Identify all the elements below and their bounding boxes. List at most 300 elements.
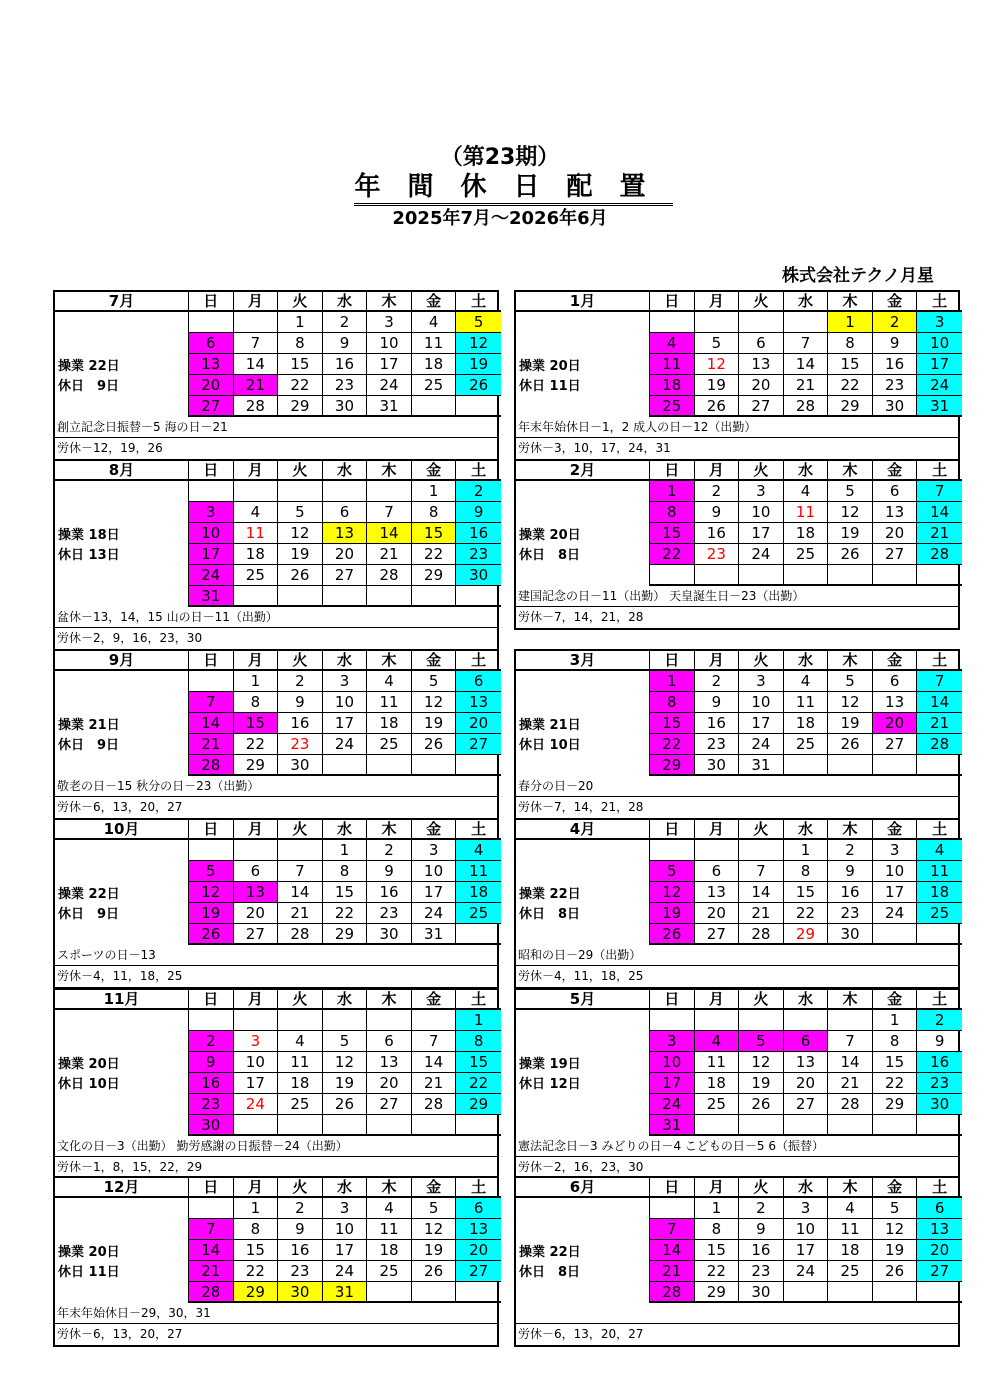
weekday-header: 日 [189, 651, 234, 671]
day-cell: 21 [367, 544, 412, 565]
weekday-header: 日 [650, 461, 695, 481]
day-cell [739, 312, 784, 333]
day-cell [367, 1282, 412, 1303]
day-cell: 9 [828, 861, 873, 882]
day-cell: 23 [189, 1094, 234, 1115]
day-cell: 8 [828, 333, 873, 354]
day-cell: 13 [323, 523, 368, 544]
day-cell: 6 [784, 1031, 829, 1052]
day-cell [412, 396, 457, 417]
day-cell: 15 [650, 523, 695, 544]
day-cell: 2 [323, 312, 368, 333]
day-cell: 31 [917, 396, 962, 417]
day-cell: 10 [739, 692, 784, 713]
day-cell: 1 [695, 1198, 740, 1219]
day-cell [412, 586, 457, 607]
day-cell: 17 [784, 1240, 829, 1261]
day-cell: 25 [784, 734, 829, 755]
month-summary [516, 1198, 650, 1303]
day-cell: 15 [323, 882, 368, 903]
day-cell: 18 [412, 354, 457, 375]
day-cell [650, 312, 695, 333]
holidays-count: 休日 11日 [519, 379, 581, 394]
day-cell: 26 [323, 1094, 368, 1115]
day-cell: 27 [234, 924, 279, 945]
day-cell [917, 1115, 962, 1136]
day-cell: 5 [412, 1198, 457, 1219]
day-cell: 9 [873, 333, 918, 354]
day-cell [917, 924, 962, 945]
day-cell: 19 [412, 1240, 457, 1261]
month-calendar [53, 988, 499, 1180]
day-cell: 1 [412, 481, 457, 502]
day-cell [456, 586, 501, 607]
weekday-header: 土 [456, 990, 501, 1010]
day-cell: 20 [873, 713, 918, 734]
day-cell: 18 [367, 713, 412, 734]
weekday-header: 土 [917, 651, 962, 671]
labor-holiday-note: 労休－6，13，20，27 [57, 800, 183, 814]
day-cell: 13 [873, 692, 918, 713]
day-cell: 23 [873, 375, 918, 396]
day-cell: 3 [873, 840, 918, 861]
day-cell: 10 [323, 692, 368, 713]
weekday-header: 火 [739, 292, 784, 312]
weekday-header: 月 [234, 292, 279, 312]
day-cell: 11 [784, 502, 829, 523]
day-cell: 7 [367, 502, 412, 523]
weekday-header: 土 [917, 820, 962, 840]
weekday-header: 日 [189, 990, 234, 1010]
workdays-count: 操業 22日 [58, 887, 120, 902]
holiday-note: 盆休－13，14，15 山の日－11（出勤） [55, 607, 497, 628]
weekday-header: 木 [828, 1178, 873, 1198]
day-cell: 7 [189, 692, 234, 713]
weekday-header: 日 [189, 1178, 234, 1198]
day-cell: 7 [650, 1219, 695, 1240]
day-cell: 4 [650, 333, 695, 354]
day-cell: 22 [828, 375, 873, 396]
holiday-note: スポーツの日－13 [55, 945, 497, 966]
day-cell: 20 [739, 375, 784, 396]
day-cell [695, 840, 740, 861]
day-cell: 18 [784, 713, 829, 734]
day-cell [695, 312, 740, 333]
day-cell: 7 [784, 333, 829, 354]
labor-holiday-note: 労休－7，14，21，28 [518, 610, 644, 624]
month-name: 1月 [516, 292, 650, 312]
day-cell: 10 [367, 333, 412, 354]
day-cell: 30 [323, 396, 368, 417]
day-cell [828, 1010, 873, 1031]
day-cell: 23 [739, 1261, 784, 1282]
month-summary [516, 840, 650, 945]
day-cell: 28 [739, 924, 784, 945]
day-cell [456, 924, 501, 945]
weekday-header: 金 [873, 651, 918, 671]
day-cell: 12 [650, 882, 695, 903]
day-cell: 18 [828, 1240, 873, 1261]
day-cell: 9 [323, 333, 368, 354]
day-cell [784, 1010, 829, 1031]
day-cell: 3 [739, 671, 784, 692]
day-cell: 3 [412, 840, 457, 861]
day-cell: 19 [650, 903, 695, 924]
day-cell: 16 [278, 713, 323, 734]
holiday-note: 建国記念の日－11（出勤） 天皇誕生日－23（出勤） [516, 586, 958, 607]
day-cell: 27 [456, 734, 501, 755]
day-cell: 21 [412, 1073, 457, 1094]
day-cell: 3 [367, 312, 412, 333]
day-cell: 22 [278, 375, 323, 396]
day-cell: 4 [278, 1031, 323, 1052]
day-cell [189, 1198, 234, 1219]
month-name: 11月 [55, 990, 189, 1010]
day-cell: 29 [695, 1282, 740, 1303]
day-cell: 22 [650, 544, 695, 565]
day-cell: 13 [234, 882, 279, 903]
weekday-header: 火 [739, 651, 784, 671]
day-cell [650, 1198, 695, 1219]
day-cell [189, 840, 234, 861]
day-cell: 12 [828, 692, 873, 713]
weekday-header: 木 [828, 461, 873, 481]
day-cell: 19 [412, 713, 457, 734]
day-cell: 4 [917, 840, 962, 861]
day-cell: 29 [323, 924, 368, 945]
day-cell: 6 [873, 481, 918, 502]
weekday-header: 月 [234, 1178, 279, 1198]
holiday-note: 敬老の日－15 秋分の日－23（出勤） [55, 776, 497, 797]
day-cell: 15 [456, 1052, 501, 1073]
weekday-header: 金 [873, 820, 918, 840]
day-cell: 2 [278, 671, 323, 692]
weekday-header: 金 [412, 820, 457, 840]
day-cell: 16 [873, 354, 918, 375]
day-cell: 28 [189, 1282, 234, 1303]
holidays-count: 休日 9日 [58, 379, 120, 394]
month-summary [516, 1010, 650, 1136]
day-cell: 31 [189, 586, 234, 607]
day-cell: 17 [917, 354, 962, 375]
weekday-header: 月 [695, 461, 740, 481]
day-cell [367, 586, 412, 607]
day-cell: 7 [917, 671, 962, 692]
day-cell [873, 924, 918, 945]
day-cell: 12 [412, 1219, 457, 1240]
day-cell: 2 [828, 840, 873, 861]
day-cell: 15 [650, 713, 695, 734]
day-cell: 19 [828, 713, 873, 734]
weekday-header: 水 [323, 990, 368, 1010]
day-cell: 27 [873, 544, 918, 565]
month-summary [55, 312, 189, 417]
day-cell: 23 [278, 734, 323, 755]
holidays-count: 休日 8日 [519, 907, 581, 922]
workdays-count: 操業 20日 [58, 1245, 120, 1260]
day-cell: 27 [367, 1094, 412, 1115]
day-cell: 11 [695, 1052, 740, 1073]
month-name: 2月 [516, 461, 650, 481]
day-cell: 28 [278, 924, 323, 945]
weekday-header: 金 [412, 651, 457, 671]
day-cell: 5 [650, 861, 695, 882]
day-cell: 15 [695, 1240, 740, 1261]
day-cell: 18 [367, 1240, 412, 1261]
holidays-count: 休日 9日 [58, 738, 120, 753]
month-summary [55, 840, 189, 945]
labor-holiday-note: 労休－1，8，15，22，29 [57, 1160, 203, 1174]
workdays-count: 操業 21日 [58, 718, 120, 733]
day-cell: 7 [739, 861, 784, 882]
day-cell: 2 [873, 312, 918, 333]
weekday-header: 月 [695, 990, 740, 1010]
weekday-header: 火 [739, 990, 784, 1010]
day-cell: 23 [323, 375, 368, 396]
day-cell [650, 565, 695, 586]
day-cell: 25 [234, 565, 279, 586]
day-cell: 12 [739, 1052, 784, 1073]
day-cell: 11 [784, 692, 829, 713]
day-cell: 1 [650, 481, 695, 502]
day-cell: 2 [367, 840, 412, 861]
day-cell [367, 481, 412, 502]
holidays-count: 休日 10日 [58, 1077, 120, 1092]
labor-holiday-note: 労休－6，13，20，27 [518, 1327, 644, 1341]
day-cell: 27 [695, 924, 740, 945]
day-cell: 26 [695, 396, 740, 417]
day-cell [189, 481, 234, 502]
month-calendar [514, 1176, 960, 1347]
day-cell: 13 [367, 1052, 412, 1073]
day-cell: 8 [412, 502, 457, 523]
day-cell [323, 1115, 368, 1136]
day-cell: 26 [412, 734, 457, 755]
day-cell: 4 [695, 1031, 740, 1052]
day-cell: 10 [650, 1052, 695, 1073]
day-cell [917, 565, 962, 586]
day-cell: 24 [739, 544, 784, 565]
day-cell: 4 [367, 1198, 412, 1219]
workdays-count: 操業 22日 [58, 359, 120, 374]
weekday-header: 土 [456, 292, 501, 312]
month-summary [516, 481, 650, 586]
day-cell: 1 [456, 1010, 501, 1031]
weekday-header: 金 [873, 990, 918, 1010]
day-cell: 16 [367, 882, 412, 903]
day-cell: 7 [189, 1219, 234, 1240]
day-cell: 13 [873, 502, 918, 523]
weekday-header: 金 [412, 990, 457, 1010]
month-calendar [514, 649, 960, 820]
day-cell: 11 [278, 1052, 323, 1073]
day-cell: 30 [828, 924, 873, 945]
weekday-header: 木 [828, 990, 873, 1010]
day-cell: 10 [739, 502, 784, 523]
day-cell: 20 [873, 523, 918, 544]
day-cell: 14 [784, 354, 829, 375]
day-cell: 9 [278, 692, 323, 713]
day-cell: 16 [278, 1240, 323, 1261]
day-cell: 12 [412, 692, 457, 713]
weekday-header: 水 [784, 651, 829, 671]
day-cell [739, 565, 784, 586]
day-cell: 5 [189, 861, 234, 882]
day-cell: 8 [278, 333, 323, 354]
month-name: 6月 [516, 1178, 650, 1198]
day-cell: 12 [695, 354, 740, 375]
workdays-count: 操業 21日 [519, 718, 581, 733]
day-cell: 9 [739, 1219, 784, 1240]
weekday-header: 水 [784, 461, 829, 481]
date-range: 2025年7月～2026年6月 [392, 208, 608, 229]
day-cell: 25 [412, 375, 457, 396]
day-cell [278, 586, 323, 607]
day-cell: 14 [189, 713, 234, 734]
month-summary [55, 671, 189, 776]
day-cell: 27 [917, 1261, 962, 1282]
day-cell [828, 1282, 873, 1303]
day-cell: 9 [695, 502, 740, 523]
day-cell [784, 565, 829, 586]
day-cell: 5 [323, 1031, 368, 1052]
month-calendar [514, 818, 960, 989]
day-cell: 5 [278, 502, 323, 523]
day-cell [456, 755, 501, 776]
holiday-note: 創立記念日振替－5 海の日－21 [55, 417, 497, 438]
day-cell: 2 [739, 1198, 784, 1219]
day-cell: 24 [650, 1094, 695, 1115]
weekday-header: 火 [278, 461, 323, 481]
day-cell [828, 565, 873, 586]
month-calendar [53, 818, 499, 989]
month-calendar [53, 290, 499, 461]
day-cell: 23 [367, 903, 412, 924]
day-cell: 24 [739, 734, 784, 755]
day-cell [234, 1010, 279, 1031]
day-cell [456, 1282, 501, 1303]
day-cell: 1 [650, 671, 695, 692]
day-cell: 15 [234, 713, 279, 734]
day-cell: 13 [917, 1219, 962, 1240]
day-cell [784, 755, 829, 776]
day-cell: 16 [695, 523, 740, 544]
day-cell: 18 [456, 882, 501, 903]
day-cell: 14 [189, 1240, 234, 1261]
day-cell: 22 [234, 1261, 279, 1282]
weekday-header: 月 [695, 292, 740, 312]
month-name: 7月 [55, 292, 189, 312]
day-cell: 11 [828, 1219, 873, 1240]
day-cell: 15 [784, 882, 829, 903]
day-cell: 27 [784, 1094, 829, 1115]
day-cell: 20 [189, 375, 234, 396]
weekday-header: 月 [234, 461, 279, 481]
day-cell: 6 [189, 333, 234, 354]
day-cell [189, 1010, 234, 1031]
day-cell: 26 [828, 734, 873, 755]
day-cell: 20 [367, 1073, 412, 1094]
day-cell [412, 1115, 457, 1136]
day-cell: 25 [784, 544, 829, 565]
weekday-header: 木 [828, 820, 873, 840]
weekday-header: 日 [650, 651, 695, 671]
weekday-header: 水 [323, 820, 368, 840]
day-cell: 28 [917, 544, 962, 565]
day-cell: 31 [739, 755, 784, 776]
day-cell: 21 [784, 375, 829, 396]
day-cell: 29 [278, 396, 323, 417]
day-cell: 30 [189, 1115, 234, 1136]
day-cell: 19 [828, 523, 873, 544]
day-cell: 30 [456, 565, 501, 586]
workdays-count: 操業 22日 [519, 1245, 581, 1260]
weekday-header: 土 [456, 820, 501, 840]
day-cell: 4 [828, 1198, 873, 1219]
day-cell: 7 [278, 861, 323, 882]
day-cell: 26 [456, 375, 501, 396]
day-cell: 7 [917, 481, 962, 502]
weekday-header: 土 [456, 651, 501, 671]
day-cell [873, 565, 918, 586]
day-cell: 19 [189, 903, 234, 924]
day-cell: 15 [234, 1240, 279, 1261]
day-cell: 6 [367, 1031, 412, 1052]
day-cell: 21 [917, 713, 962, 734]
day-cell: 8 [234, 692, 279, 713]
day-cell: 14 [739, 882, 784, 903]
month-calendar [53, 1176, 499, 1347]
day-cell: 10 [873, 861, 918, 882]
day-cell: 26 [189, 924, 234, 945]
month-summary [516, 671, 650, 776]
labor-holiday-note: 労休－4，11，18，25 [57, 969, 183, 983]
day-cell: 12 [828, 502, 873, 523]
weekday-header: 日 [650, 1178, 695, 1198]
weekday-header: 日 [189, 461, 234, 481]
labor-holiday-note: 労休－12，19，26 [57, 441, 163, 455]
holidays-count: 休日 11日 [58, 1265, 120, 1280]
day-cell: 27 [189, 396, 234, 417]
day-cell [278, 1010, 323, 1031]
day-cell: 17 [367, 354, 412, 375]
holiday-note: 憲法記念日－3 みどりの日－4 こどもの日－5 6（振替） [516, 1136, 958, 1157]
day-cell: 1 [323, 840, 368, 861]
day-cell: 24 [234, 1094, 279, 1115]
weekday-header: 金 [412, 1178, 457, 1198]
day-cell: 24 [873, 903, 918, 924]
day-cell: 24 [784, 1261, 829, 1282]
day-cell [456, 1115, 501, 1136]
day-cell: 5 [456, 312, 501, 333]
day-cell: 29 [784, 924, 829, 945]
company-name: 株式会社テクノ月星 [782, 266, 934, 286]
weekday-header: 火 [278, 292, 323, 312]
day-cell: 22 [234, 734, 279, 755]
day-cell: 10 [917, 333, 962, 354]
day-cell: 21 [234, 375, 279, 396]
day-cell [189, 312, 234, 333]
day-cell [784, 312, 829, 333]
weekday-header: 火 [278, 990, 323, 1010]
holiday-note: 年末年始休日－1，2 成人の日－12（出勤） [516, 417, 958, 438]
day-cell [650, 840, 695, 861]
weekday-header: 月 [695, 820, 740, 840]
day-cell: 19 [323, 1073, 368, 1094]
day-cell: 13 [189, 354, 234, 375]
day-cell: 2 [456, 481, 501, 502]
day-cell [367, 755, 412, 776]
